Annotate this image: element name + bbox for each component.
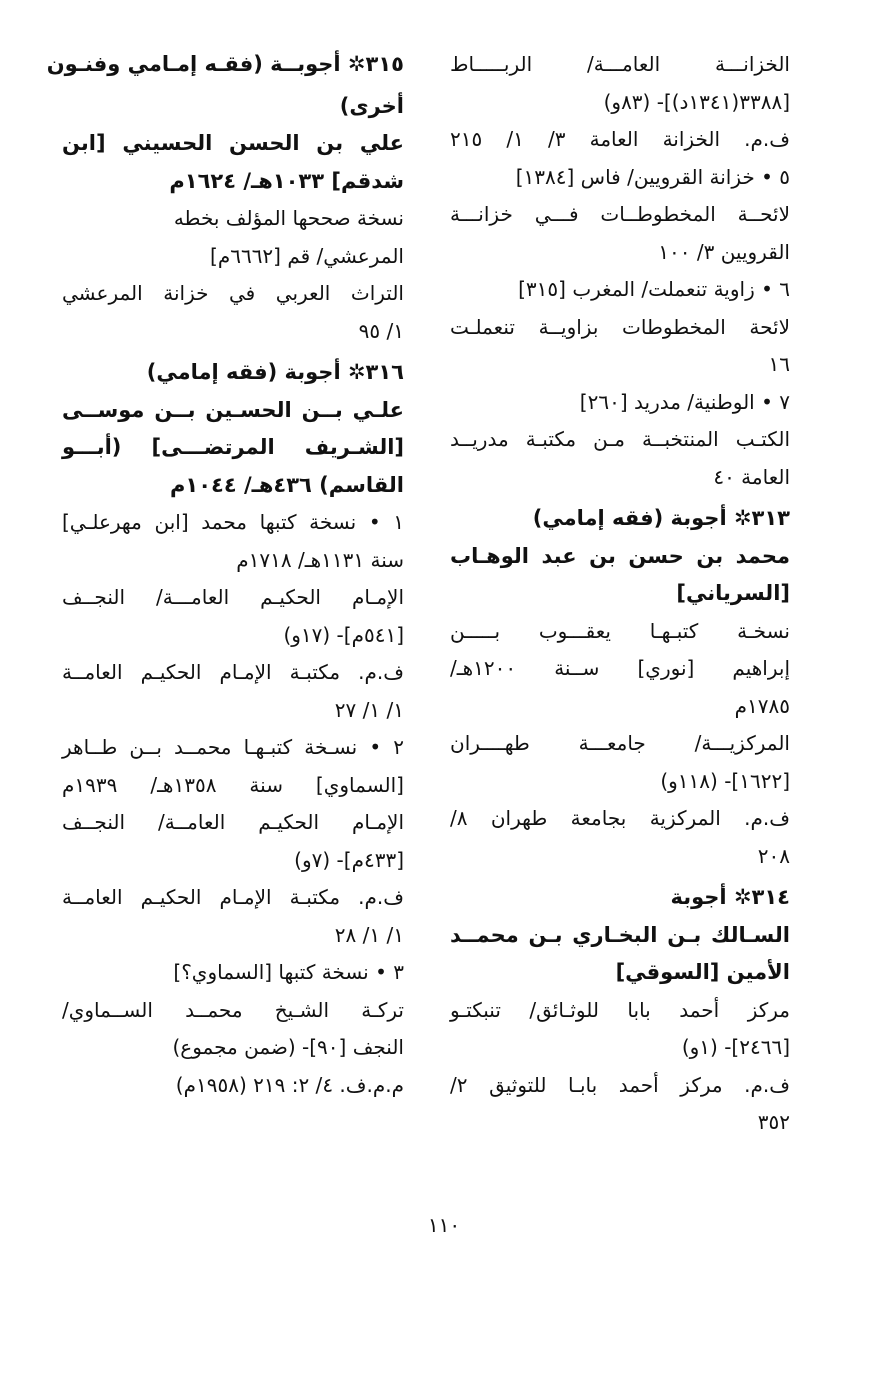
text-line: القرويين ٣/ ١٠٠ bbox=[658, 239, 790, 264]
text-line: ٧ • الوطنية/ مدريد [٢٦٠] bbox=[579, 389, 790, 414]
text-line: ١٧٨٥م bbox=[734, 693, 790, 718]
text-line: سنة ١١٣١هـ/ ١٧١٨م bbox=[236, 547, 404, 572]
text-line: ف.م. المركزية بجامعة طهران ٨/ bbox=[450, 806, 790, 830]
text-line: المركزيـــة/ جامعـــة طهــــران bbox=[450, 731, 790, 755]
text-line: مركز أحمد بابا للوثـائق/ تنبكتـو bbox=[450, 997, 790, 1022]
author-line: شدقم] ١٠٣٣هـ/ ١٦٢٤م bbox=[169, 168, 404, 193]
author-line: السـالك بـن البخـاري بـن محمــد bbox=[450, 922, 790, 947]
text-line: ف.م. مركز أحمد بابـا للتوثيق ٢/ bbox=[450, 1072, 790, 1097]
text-line: [٥٤١م]- (١٧و) bbox=[283, 622, 404, 647]
text-line: الكتـب المنتخبــة مـن مكتبـة مدريــد bbox=[450, 427, 790, 451]
right-column bbox=[450, 46, 790, 1142]
text-line: ف.م. مكتبـة الإمـام الحكيـم العامــة bbox=[62, 885, 404, 909]
text-line: العامة ٤٠ bbox=[713, 464, 790, 489]
text-line: ١/ ١/ ٢٧ bbox=[334, 697, 404, 722]
entry-heading-line: ٣١٣✲ أجوبة (فقه إمامي) bbox=[532, 506, 790, 530]
text-line: [٣٣٨٨(١٣٤١د)]- (٨٣و) bbox=[603, 89, 790, 114]
text-line: نسخـة كتبـهـا يعقـــوب بـــــن bbox=[450, 618, 790, 643]
author-line: [الشـريف المرتضـــى] (أبـــو bbox=[62, 435, 404, 459]
text-line: النجف [٩٠]- (ضمن مجموع) bbox=[172, 1035, 404, 1059]
text-line: [السماوي] سنة ١٣٥٨هـ/ ١٩٣٩م bbox=[62, 772, 404, 797]
text-line: م.م.ف. ٤/ ٢: ٢١٩ (١٩٥٨م) bbox=[175, 1072, 404, 1097]
entry-heading-line: ٣١٦✲ أجوبة (فقه إمامي) bbox=[146, 360, 404, 384]
text-line: ف.م. الخزانة العامة ٣/ ١/ ٢١٥ bbox=[450, 127, 790, 151]
text-line: تركـة الشـيخ محمــد الســماوي/ bbox=[62, 997, 404, 1022]
author-line: الأمين [السوقي] bbox=[615, 960, 790, 984]
text-line: ١٦ bbox=[768, 352, 790, 376]
text-line: ١/ ١/ ٢٨ bbox=[334, 922, 404, 947]
entry-heading-line: أخرى) bbox=[339, 93, 404, 118]
text-line: المرعشي/ قم [٦٦٦٢م] bbox=[210, 243, 404, 268]
entry-heading-line: ٣١٤✲ أجوبة bbox=[670, 885, 790, 909]
text-line: [٢٤٦٦]- (١و) bbox=[681, 1035, 790, 1059]
text-line: ٢ • نسـخة كتبـهـا محمــد بــن طــاهر bbox=[62, 735, 404, 759]
text-line: ٥ • خزانة القرويين/ فاس [١٣٨٤] bbox=[515, 164, 790, 189]
text-line: [١٦٢٢]- (١١٨و) bbox=[660, 768, 790, 793]
left-column bbox=[46, 46, 404, 1104]
text-line: إبراهيم [نوري] ســنة ١٢٠٠هـ/ bbox=[450, 656, 790, 680]
text-line: ١ • نسخة كتبها محمد [ابن مهرعلـي] bbox=[62, 510, 404, 534]
text-line: الإمـام الحكيـم العامـــة/ النجــف bbox=[62, 585, 404, 609]
text-line: التراث العربي في خزانة المرعشي bbox=[62, 281, 404, 305]
text-line: لائحــة المخطوطــات فـــي خزانـــة bbox=[450, 202, 790, 226]
page-number: ١١٠ bbox=[427, 1213, 461, 1237]
text-line: ٦ • زاوية تنعملت/ المغرب [٣١٥] bbox=[518, 277, 790, 301]
author-line: علي بن الحسن الحسيني [ابن bbox=[62, 131, 404, 155]
author-line: القاسم) ٤٣٦هـ/ ١٠٤٤م bbox=[170, 472, 404, 497]
text-line: الخزانـــة العامـــة/ الربـــــاط bbox=[450, 52, 790, 76]
text-line: ١/ ٩٥ bbox=[358, 318, 404, 343]
text-line: ف.م. مكتبـة الإمـام الحكيـم العامــة bbox=[62, 660, 404, 684]
author-line: علـي بــن الحسـين بــن موســى bbox=[62, 397, 404, 422]
text-line: [٤٣٣م]- (٧و) bbox=[294, 847, 404, 872]
text-line: الإمـام الحكيـم العامــة/ النجــف bbox=[62, 810, 404, 834]
text-line: ٢٠٨ bbox=[757, 843, 790, 868]
text-line: ٣ • نسخة كتبها [السماوي؟] bbox=[173, 960, 404, 984]
text-line: لائحة المخطوطات بزاويــة تنعملـت bbox=[450, 314, 790, 339]
text-line: ٣٥٢ bbox=[757, 1110, 790, 1134]
text-line: نسخة صححها المؤلف بخطه bbox=[173, 206, 404, 230]
author-line: محمد بن حسن بن عبد الوهـاب bbox=[450, 543, 790, 568]
entry-heading-line: ٣١٥✲ أجوبــة (فقـه إمـامي وفنـون bbox=[46, 52, 404, 76]
author-line: [السرياني] bbox=[676, 581, 790, 605]
